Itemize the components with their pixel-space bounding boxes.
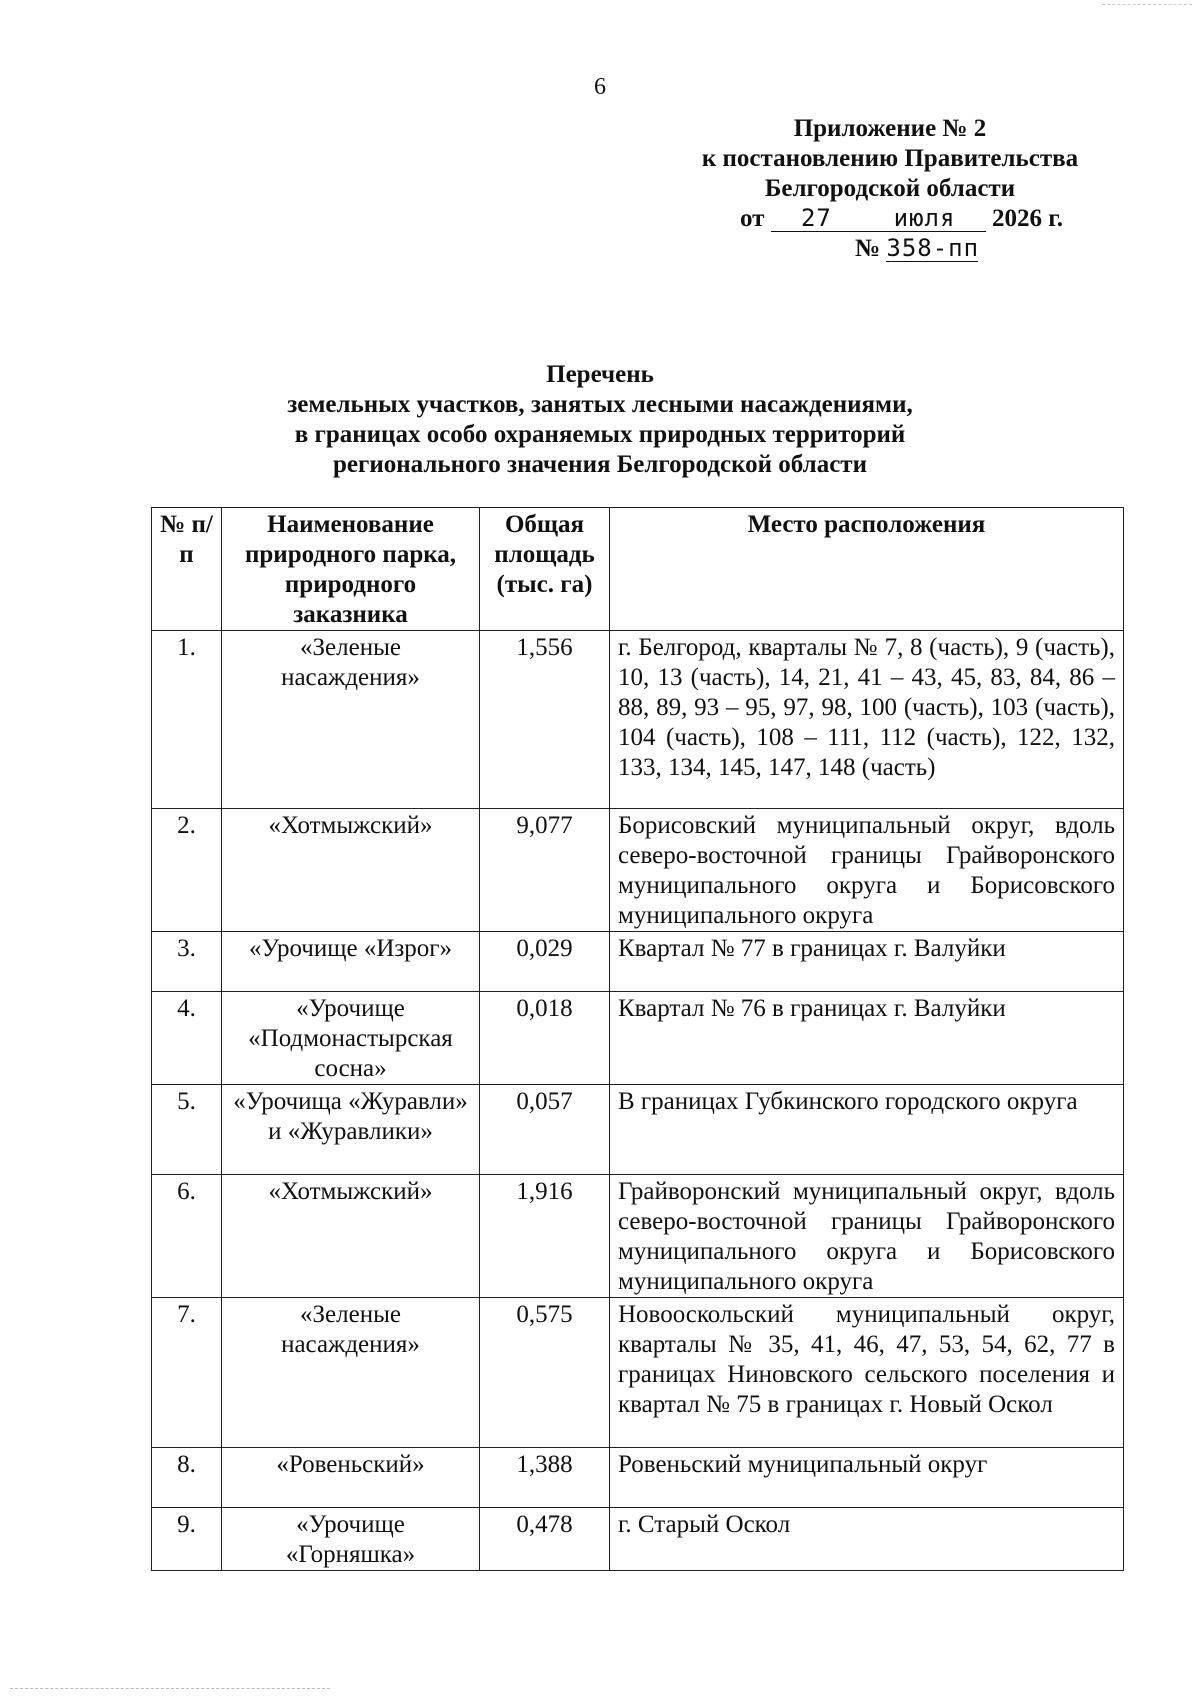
appendix-number <box>660 234 1120 264</box>
appendix-header <box>660 114 1120 264</box>
appendix-date <box>660 204 1120 234</box>
table-row <box>152 1298 1124 1448</box>
row-location: Борисовский муниципальный округ, вдоль северо-восточной границы Грайворонского муниципального округа и Борисовского муниципального округа <box>610 809 1124 932</box>
row-number: 2. <box>152 809 222 932</box>
row-location: Квартал № 76 в границах г. Валуйки <box>610 992 1124 1085</box>
row-number: 7. <box>152 1298 222 1448</box>
row-number: 9. <box>152 1508 222 1571</box>
table-row <box>152 1508 1124 1571</box>
date-year: 2026 г. <box>991 205 1063 232</box>
table-row <box>152 809 1124 932</box>
number-prefix: № <box>855 235 881 262</box>
scan-artifact-footer <box>10 1688 330 1689</box>
row-name: «Зеленые насаждения» <box>222 1298 480 1448</box>
row-area: 1,556 <box>480 631 610 809</box>
date-prefix: от <box>740 205 765 232</box>
date-field <box>771 205 986 232</box>
row-area: 0,057 <box>480 1085 610 1175</box>
appendix-title: Приложение № 2 <box>793 115 987 142</box>
header-number: № п/п <box>152 508 222 631</box>
header-location: Место расположения <box>610 508 1124 631</box>
row-area: 0,029 <box>480 932 610 992</box>
title-line-1: Перечень <box>546 361 654 388</box>
row-name: «Урочище «Изрог» <box>222 932 480 992</box>
number-value: 358-пп <box>886 234 980 262</box>
appendix-resolution-ref: к постановлению Правительства <box>701 145 1079 172</box>
scan-artifact-rule <box>1102 4 1192 5</box>
title-line-4: регионального значения Белгородской области <box>333 451 867 478</box>
row-location: г. Старый Оскол <box>610 1508 1124 1571</box>
row-name: «Урочище «Горняшка» <box>222 1508 480 1571</box>
row-location: г. Белгород, кварталы № 7, 8 (часть), 9 (часть), 10, 13 (часть), 14, 21, 41 – 43, 45, 83, 84, 86 – 88, 89, 93 – 95, 97, 98, 100 (часть), 103 (часть), 104 (часть), 108 – 111, 112 (часть), 122, 132, 133, 134, 145, 147, 148 (часть) <box>610 631 1124 809</box>
row-area: 9,077 <box>480 809 610 932</box>
header-area: Общая площадь (тыс. га) <box>480 508 610 631</box>
row-number: 1. <box>152 631 222 809</box>
row-number: 4. <box>152 992 222 1085</box>
table-row <box>152 932 1124 992</box>
date-month: июля <box>893 204 956 232</box>
row-location: Ровеньский муниципальный округ <box>610 1448 1124 1508</box>
row-name: «Ровеньский» <box>222 1448 480 1508</box>
table-row <box>152 1175 1124 1298</box>
row-number: 8. <box>152 1448 222 1508</box>
row-location: Новооскольский муниципальный округ, кварталы № 35, 41, 46, 47, 53, 54, 62, 77 в границах Ниновского сельского поселения и квартал № 75 в границах г. Новый Оскол <box>610 1298 1124 1448</box>
table-header-row <box>152 508 1124 631</box>
table-row <box>152 1085 1124 1175</box>
header-name: Наименование природного парка, природного заказника <box>222 508 480 631</box>
date-day: 27 <box>800 204 832 232</box>
row-name: «Хотмыжский» <box>222 1175 480 1298</box>
table-row <box>152 1448 1124 1508</box>
row-area: 1,916 <box>480 1175 610 1298</box>
row-location: Грайворонский муниципальный округ, вдоль северо-восточной границы Грайворонского муниципального округа и Борисовского муниципального округа <box>610 1175 1124 1298</box>
row-location: В границах Губкинского городского округа <box>610 1085 1124 1175</box>
page-number: 6 <box>594 74 606 100</box>
row-area: 0,478 <box>480 1508 610 1571</box>
protected-areas-table <box>151 507 1124 1571</box>
row-number: 5. <box>152 1085 222 1175</box>
row-area: 1,388 <box>480 1448 610 1508</box>
table-row <box>152 631 1124 809</box>
row-number: 3. <box>152 932 222 992</box>
appendix-region: Белгородской области <box>764 175 1016 202</box>
document-title <box>0 360 1200 480</box>
row-name: «Хотмыжский» <box>222 809 480 932</box>
row-name: «Урочища «Журавли» и «Журавлики» <box>222 1085 480 1175</box>
row-area: 0,018 <box>480 992 610 1085</box>
row-name: «Зеленые насаждения» <box>222 631 480 809</box>
row-number: 6. <box>152 1175 222 1298</box>
row-area: 0,575 <box>480 1298 610 1448</box>
title-line-3: в границах особо охраняемых природных территорий <box>294 421 906 448</box>
row-name: «Урочище «Подмонастырская сосна» <box>222 992 480 1085</box>
row-location: Квартал № 77 в границах г. Валуйки <box>610 932 1124 992</box>
title-line-2: земельных участков, занятых лесными насаждениями, <box>287 391 913 418</box>
table-row <box>152 992 1124 1085</box>
